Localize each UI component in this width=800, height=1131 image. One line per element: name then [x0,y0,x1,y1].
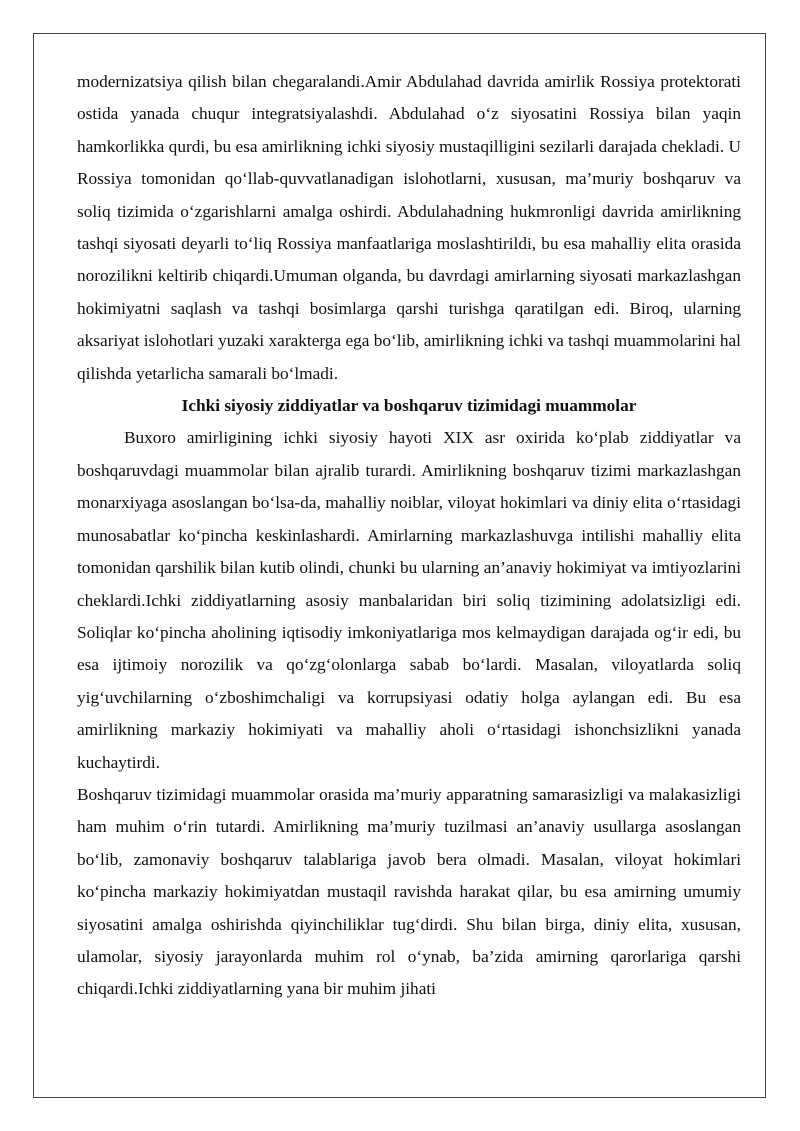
paragraph-intro: modernizatsiya qilish bilan chegaralandi.Amir Abdulahad davrida amirlik Rossiya protektorati ostida yanada chuqur integratsiyalashdi. Abdulahad o‘z siyosatini Rossiya bilan yaqin hamkorlikka qurdi, bu esa amirlikning ichki siyosiy mustaqilligini sezilarli darajada chekladi. U Rossiya tomonidan qo‘llab-quvvatlanadigan islohotlarni, xususan, ma’muriy boshqaruv va soliq tizimida o‘zgarishlarni amalga oshirdi. Abdulahadning hukmronligi davrida amirlikning tashqi siyosati deyarli to‘liq Rossiya manfaatlariga moslashtirildi, bu esa mahalliy elita orasida norozilikni keltirib chiqardi.Umuman olganda, bu davrdagi amirlarning siyosati markazlashgan hokimiyatni saqlash va tashqi bosimlarga qarshi turishga qaratilgan edi. Biroq, ularning aksariyat islohotlari yuzaki xarakterga ega bo‘lib, amirlikning ichki va tashqi muammolarini hal qilishda yetarlicha samarali bo‘lmadi. [77,72,741,383]
paragraph-governance-problems: Boshqaruv tizimidagi muammolar orasida ma’muriy apparatning samarasizligi va malakasizligi ham muhim o‘rin tutardi. Amirlikning ma’muriy tuzilmasi an’anaviy usullarga asoslangan bo‘lib, zamonaviy boshqaruv talablariga javob bera olmadi. Masalan, viloyat hokimlari ko‘pincha markaziy hokimiyatdan mustaqil ravishda harakat qilar, bu esa amirning umumiy siyosatini amalga oshirishda qiyinchiliklar tug‘dirdi. Shu bilan birga, diniy elita, xususan, ulamolar, siyosiy jarayonlarda muhim rol o‘ynab, ba’zida amirning qarorlariga qarshi chiqardi.Ichki ziddiyatlarning yana bir muhim jihati [77,784,741,999]
section-heading: Ichki siyosiy ziddiyatlar va boshqaruv tizimidagi muammolar [181,396,637,416]
paragraph-internal-conflicts: Buxoro amirligining ichki siyosiy hayoti XIX asr oxirida ko‘plab ziddiyatlar va boshqaruvdagi muammolar bilan ajralib turardi. Amirlikning boshqaruv tizimi markazlashgan monarxiyaga asoslangan bo‘lsa-da, mahalliy noiblar, viloyat hokimlari va diniy elita o‘rtasidagi munosabatlar ko‘pincha keskinlashardi. Amirlarning markazlashuvga intilishi mahalliy elita tomonidan qarshilik bilan kutib olindi, chunki bu ularning an’anaviy hokimiyat va imtiyozlarini cheklardi.Ichki ziddiyatlarning asosiy manbalaridan biri soliq tizimining adolatsizligi edi. Soliqlar ko‘pincha aholining iqtisodiy imkoniyatlariga mos kelmaydigan darajada og‘ir edi, bu esa ijtimoiy norozilik va qo‘zg‘olonlarga sabab bo‘lardi. Masalan, viloyatlarda soliq yig‘uvchilarning o‘zboshimchaligi va korrupsiyasi odatiy holga aylangan edi. Bu esa amirlikning markaziy hokimiyati va mahalliy aholi o‘rtasidagi ishonchsizlikni yanada kuchaytirdi. [77,428,741,772]
document-body [77,66,741,1006]
